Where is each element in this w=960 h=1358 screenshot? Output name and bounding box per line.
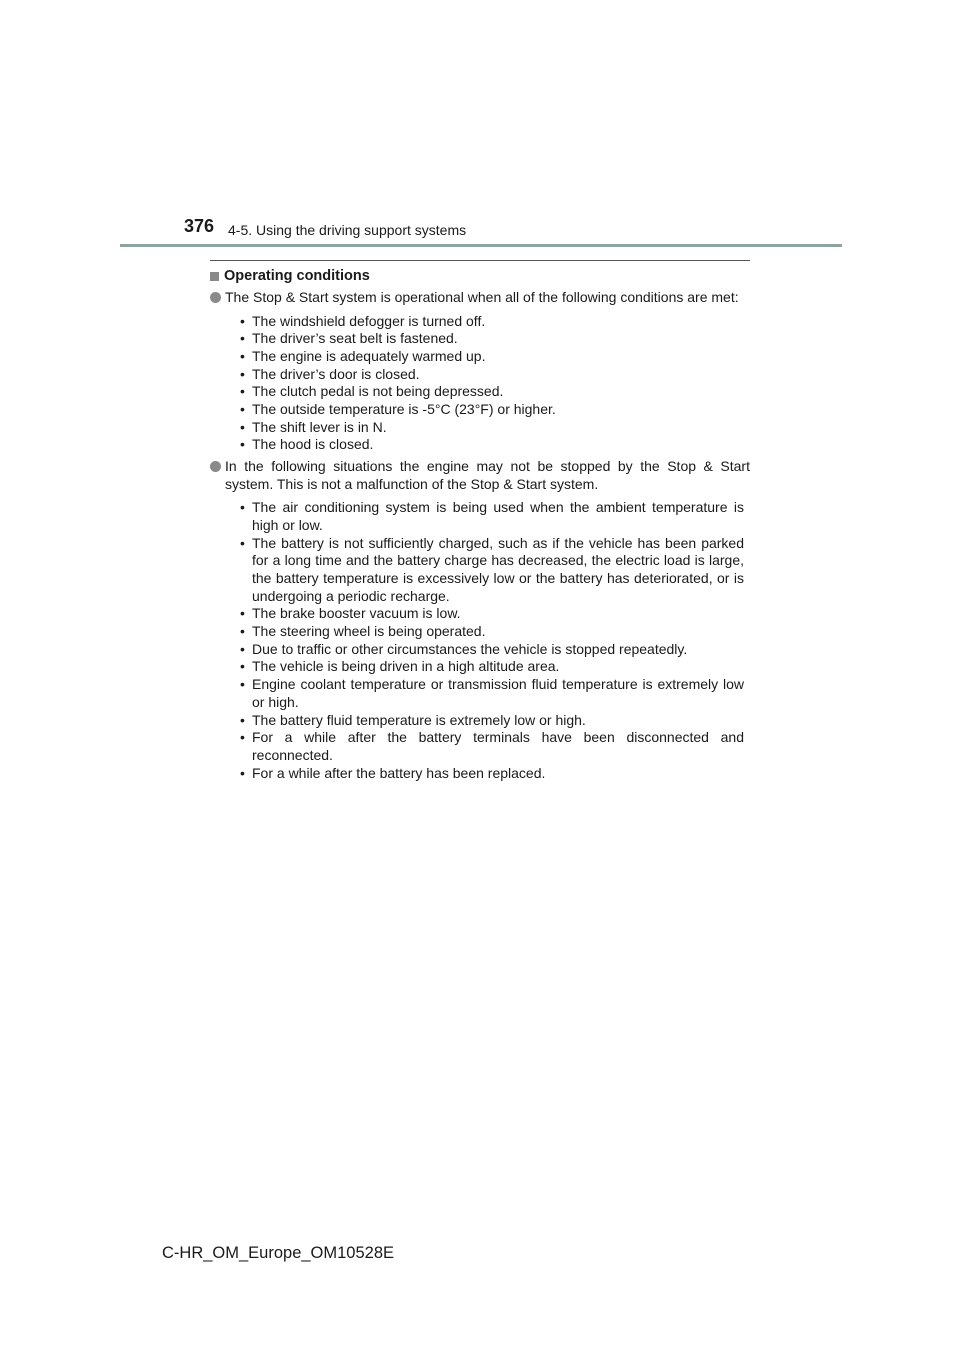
list-item: • The engine is adequately warmed up.: [240, 348, 744, 366]
list-item: • The air conditioning system is being used when the ambient temperature is high or low.: [240, 499, 744, 534]
paragraph-text: The Stop & Start system is operational when all of the following conditions are met:: [225, 289, 739, 305]
footer-code: C-HR_OM_Europe_OM10528E: [162, 1244, 395, 1262]
list-item: • The hood is closed.: [240, 436, 744, 454]
list-item: • Engine coolant temperature or transmission fluid temperature is extremely low or high.: [240, 676, 744, 711]
list-item: • For a while after the battery has been replaced.: [240, 765, 744, 783]
list-item: • For a while after the battery terminals have been disconnected and reconnected.: [240, 729, 744, 764]
list-item: • Due to traffic or other circumstances the vehicle is stopped repeatedly.: [240, 641, 744, 659]
list-item: • The driver’s door is closed.: [240, 366, 744, 384]
sub-heading: [210, 267, 750, 285]
situations-list: [210, 499, 750, 782]
conditions-list: [210, 313, 750, 455]
list-item: • The steering wheel is being operated.: [240, 623, 744, 641]
list-item: • The battery fluid temperature is extremely low or high.: [240, 712, 744, 730]
sub-heading-text: Operating conditions: [224, 268, 370, 284]
circle-bullet-icon: [210, 461, 221, 472]
list-item: • The vehicle is being driven in a high altitude area.: [240, 658, 744, 676]
paragraph-text: In the following situations the engine may not be stopped by the Stop & Start system. This is not a malfunction of the Stop & Start system.: [225, 458, 750, 492]
content-rule: [210, 260, 750, 261]
list-item: • The windshield defogger is turned off.: [240, 313, 744, 331]
paragraph-conditions: [210, 289, 750, 307]
list-item: • The outside temperature is -5°C (23°F) or higher.: [240, 401, 744, 419]
content: [210, 260, 750, 786]
list-item: • The clutch pedal is not being depressed.: [240, 383, 744, 401]
list-item: • The battery is not sufficiently charged, such as if the vehicle has been parked for a long time and the battery charge has decreased, the electric load is large, the battery temperature is excessively low or the battery has deteriorated, or is undergoing a periodic recharge.: [240, 535, 744, 606]
list-item: • The driver’s seat belt is fastened.: [240, 330, 744, 348]
section-title: 4-5. Using the driving support systems: [228, 222, 467, 238]
paragraph-situations: [210, 458, 750, 493]
list-item: • The brake booster vacuum is low.: [240, 605, 744, 623]
square-bullet-icon: [210, 272, 219, 281]
header-rule: [120, 244, 842, 247]
page-number: 376: [184, 216, 215, 236]
list-item: • The shift lever is in N.: [240, 419, 744, 437]
circle-bullet-icon: [210, 292, 221, 303]
